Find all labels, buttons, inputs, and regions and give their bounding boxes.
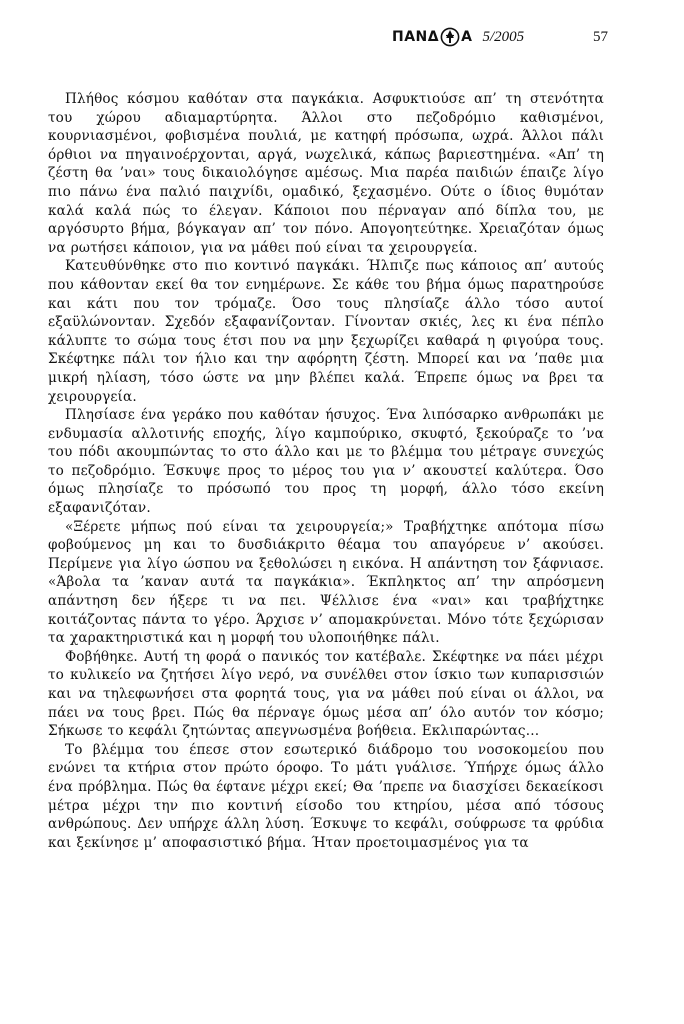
paragraph: «Ξέρετε μήπως πού είναι τα χειρουργεία;» Τραβήχτηκε απότομα πίσω φοβούμενος μη και το δυσδιάκριτο θέαμα του απαγόρευε ν’ ακούσει. Περίμενε για λίγο ώσπου να ξεθολώσει η εικόνα. Η απάντηση τον ξάφνιασε. «Άβολα τα ’καναν αυτά τα παγκάκια». Έκπληκτος απ’ την απρόσμενη απάντηση δεν ήξερε τι να πει. Ψέλλισε ένα «ναι» και τραβήχτηκε κοιτάζοντας πάντα το γέρο. Άρχισε ν’ απομακρύνεται. Μόνο τότε ξεχώρισαν τα χαρακτηριστικά και η μορφή του υλοποιήθηκε πάλι. (48, 518, 604, 647)
magazine-logo-icon (440, 27, 460, 47)
paragraph: Φοβήθηκε. Αυτή τη φορά ο πανικός τον κατέβαλε. Σκέφτηκε να πάει μέχρι το κυλικείο να ζητήσει λίγο νερό, να συνέλθει στον ίσκιο των κυπαρισσιών και να τηλεφωνήσει στα φορητά τους, για να μάθει πού είναι οι άλλοι, να πάει να τους βρει. Πώς θα πέρναγε όμως μέσα απ’ όλο αυτόν τον κόσμο; Σήκωσε το κεφάλι ζητώντας απεγνωσμένα βοήθεια. Εκλιπαρώντας… (48, 648, 604, 740)
issue-number: 5/2005 (482, 28, 525, 45)
magazine-title (392, 27, 472, 47)
running-head (392, 24, 608, 50)
magazine-title-right: Α (461, 29, 473, 45)
magazine-title-left: ΠΑΝΔ (392, 29, 440, 45)
paragraph: Πλήθος κόσμου καθόταν στα παγκάκια. Ασφυκτιούσε απ’ τη στενότητα του χώρου αδιαμαρτύρητα. Άλλοι στο πεζοδρόμιο καθισμένοι, κουρνιασμένοι, φοβισμένα πουλιά, με κατηφή πρόσωπα, ωχρά. Άλλοι πάλι όρθιοι να πηγαινοέρχονται, αργά, νωχελικά, κάπως βαριεστημένα. «Απ’ τη ζέστη θα ’ναι» τους δικαιολόγησε αμέσως. Μια παρέα παιδιών έπαιζε λίγο πιο πάνω ένα παλιό παιχνίδι, ομαδικό, ξεχασμένο. Ούτε ο ίδιος θυμόταν καλά καλά πώς το έλεγαν. Κάποιοι που πέρναγαν από δίπλα του, με αργόσυρτο βήμα, βόγκαγαν απ’ τον πόνο. Απογοητεύτηκε. Χρειαζόταν όμως να ρωτήσει κάποιον, για να μάθει πού είναι τα χειρουργεία. (48, 91, 604, 256)
paragraph: Πλησίασε ένα γεράκο που καθόταν ήσυχος. Ένα λιπόσαρκο ανθρωπάκι με ενδυμασία αλλοτινής εποχής, λίγο καμπούρικο, σκυφτό, ξεκούραζε το ’να του πόδι ακουμπώντας το στο άλλο και με το βλέμμα του μέτραγε συνεχώς το πεζοδρόμιο. Έσκυψε προς το μέρος του για ν’ ακουστεί καλύτερα. Όσο όμως πλησίαζε το πρόσωπό του προς τη μορφή, άλλο τόσο εκείνη εξαφανιζόταν. (48, 407, 604, 517)
body-text (48, 90, 604, 852)
paragraph: Κατευθύνθηκε στο πιο κοντινό παγκάκι. Ήλπιζε πως κάποιος απ’ αυτούς που κάθονταν εκεί θα τον ενημέρωνε. Σε κάθε του βήμα όμως παρατηρούσε και κάτι που τον τρόμαζε. Όσο τους πλησίαζε άλλο τόσο αυτοί εξαϋλώνονταν. Σχεδόν εξαφανίζονταν. Γίνονταν σκιές, λες κι ένα πέπλο κάλυπτε το σώμα τους έτσι που να μην ξεχωρίζει καθαρά η φιγούρα τους. Σκέφτηκε πάλι τον ήλιο και την αφόρητη ζέστη. Μπορεί και να ’παθε μια μικρή ηλίαση, τόσο ώστε να μην βλέπει καλά. Έπρεπε όμως να βρει τα χειρουργεία. (48, 258, 604, 405)
page-number: 57 (593, 28, 608, 45)
paragraph: Το βλέμμα του έπεσε στον εσωτερικό διάδρομο του νοσοκομείου που ενώνει τα κτήρια στον πρώτο όροφο. Το μάτι γυάλισε. Ύπήρχε όμως άλλο ένα πρόβλημα. Πώς θα έφτανε μέχρι εκεί; Θα ’πρεπε να διασχίσει δεκαείκοσι μέτρα μέχρι την πιο κοντινή είσοδο του κτηρίου, μέσα από τόσους ανθρώπους. Δεν υπήρχε άλλη λύση. Έσκυψε το κεφάλι, σούφρωσε τα φρύδια και ξεκίνησε μ’ αποφασιστικό βήμα. Ήταν προετοιμασμένος για τα (48, 741, 604, 851)
